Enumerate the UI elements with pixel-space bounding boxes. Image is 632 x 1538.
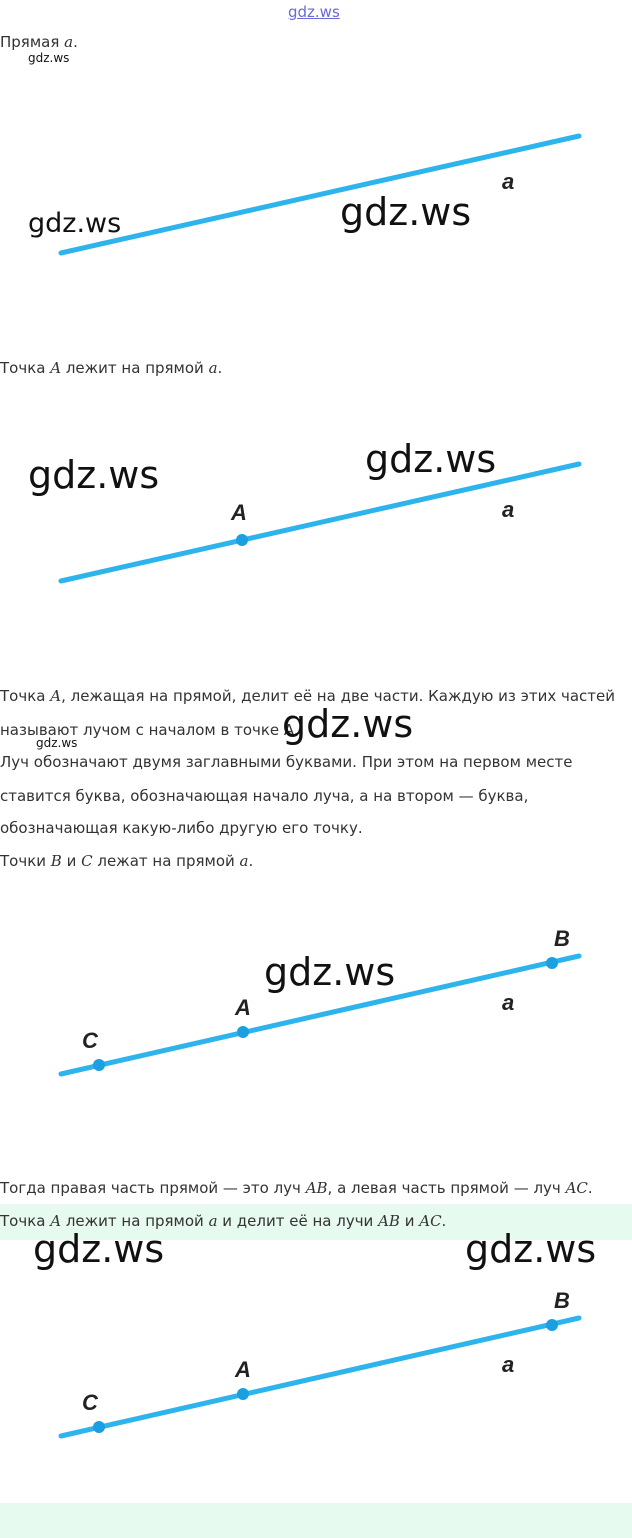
caption-line-a: Прямая a. [0,33,78,51]
point-c [93,1421,105,1433]
watermark: gdz.ws [36,736,78,750]
label-line-a: a [502,990,515,1015]
label-point-a: A [231,500,247,525]
label-line-a: a [502,1352,515,1377]
caption-point-on-line: Точка A лежит на прямой a. [0,359,223,377]
watermark: gdz.ws [28,453,160,497]
highlight-band [0,1503,632,1538]
label-point-c: C [82,1028,98,1053]
watermark: gdz.ws [465,1227,597,1271]
point-a [237,1026,249,1038]
figure-line-a [0,100,632,280]
watermark: gdz.ws [28,208,122,239]
paragraph-rays-1: Тогда правая часть прямой — это луч AB, а левая часть прямой — луч AC. [0,1179,593,1197]
figure-points-abc [0,910,632,1090]
paragraph-line-4: ставится буква, обозначающая начало луча, а на втором — буква, [0,787,529,805]
paragraph-rays-2: Точка A лежит на прямой a и делит её на лучи AB и AC. [0,1212,447,1230]
line-a [61,136,579,253]
point-c [93,1059,105,1071]
paragraph-line-1: Точка A, лежащая на прямой, делит её на две части. Каждую из этих частей [0,687,615,705]
watermark: gdz.ws [33,1227,165,1271]
paragraph-line-6: Точки B и C лежат на прямой a. [0,852,254,870]
label-point-c: C [82,1390,98,1415]
point-b [546,1319,558,1331]
figure-rays-ab-ac [0,1272,632,1452]
label-point-a: A [235,1357,251,1382]
figure-point-a [0,420,632,600]
watermark: gdz.ws [365,437,497,481]
paragraph-line-3: Луч обозначают двумя заглавными буквами. При этом на первом месте [0,753,573,771]
label-point-a: A [235,995,251,1020]
watermark: gdz.ws [282,702,414,746]
paragraph-line-2: называют лучом с началом в точке A. [0,721,299,739]
watermark: gdz.ws [28,51,70,65]
point-a [236,534,248,546]
label-line-a: a [502,497,515,522]
label-point-b: B [554,1288,570,1313]
paragraph-line-5: обозначающая какую-либо другую его точку. [0,819,363,837]
watermark: gdz.ws [340,190,472,234]
point-a [237,1388,249,1400]
point-b [546,957,558,969]
label-point-b: B [554,926,570,951]
watermark: gdz.ws [264,950,396,994]
watermark-link[interactable]: gdz.ws [288,3,340,21]
line-a [61,1318,579,1436]
label-line-a: a [502,169,515,194]
